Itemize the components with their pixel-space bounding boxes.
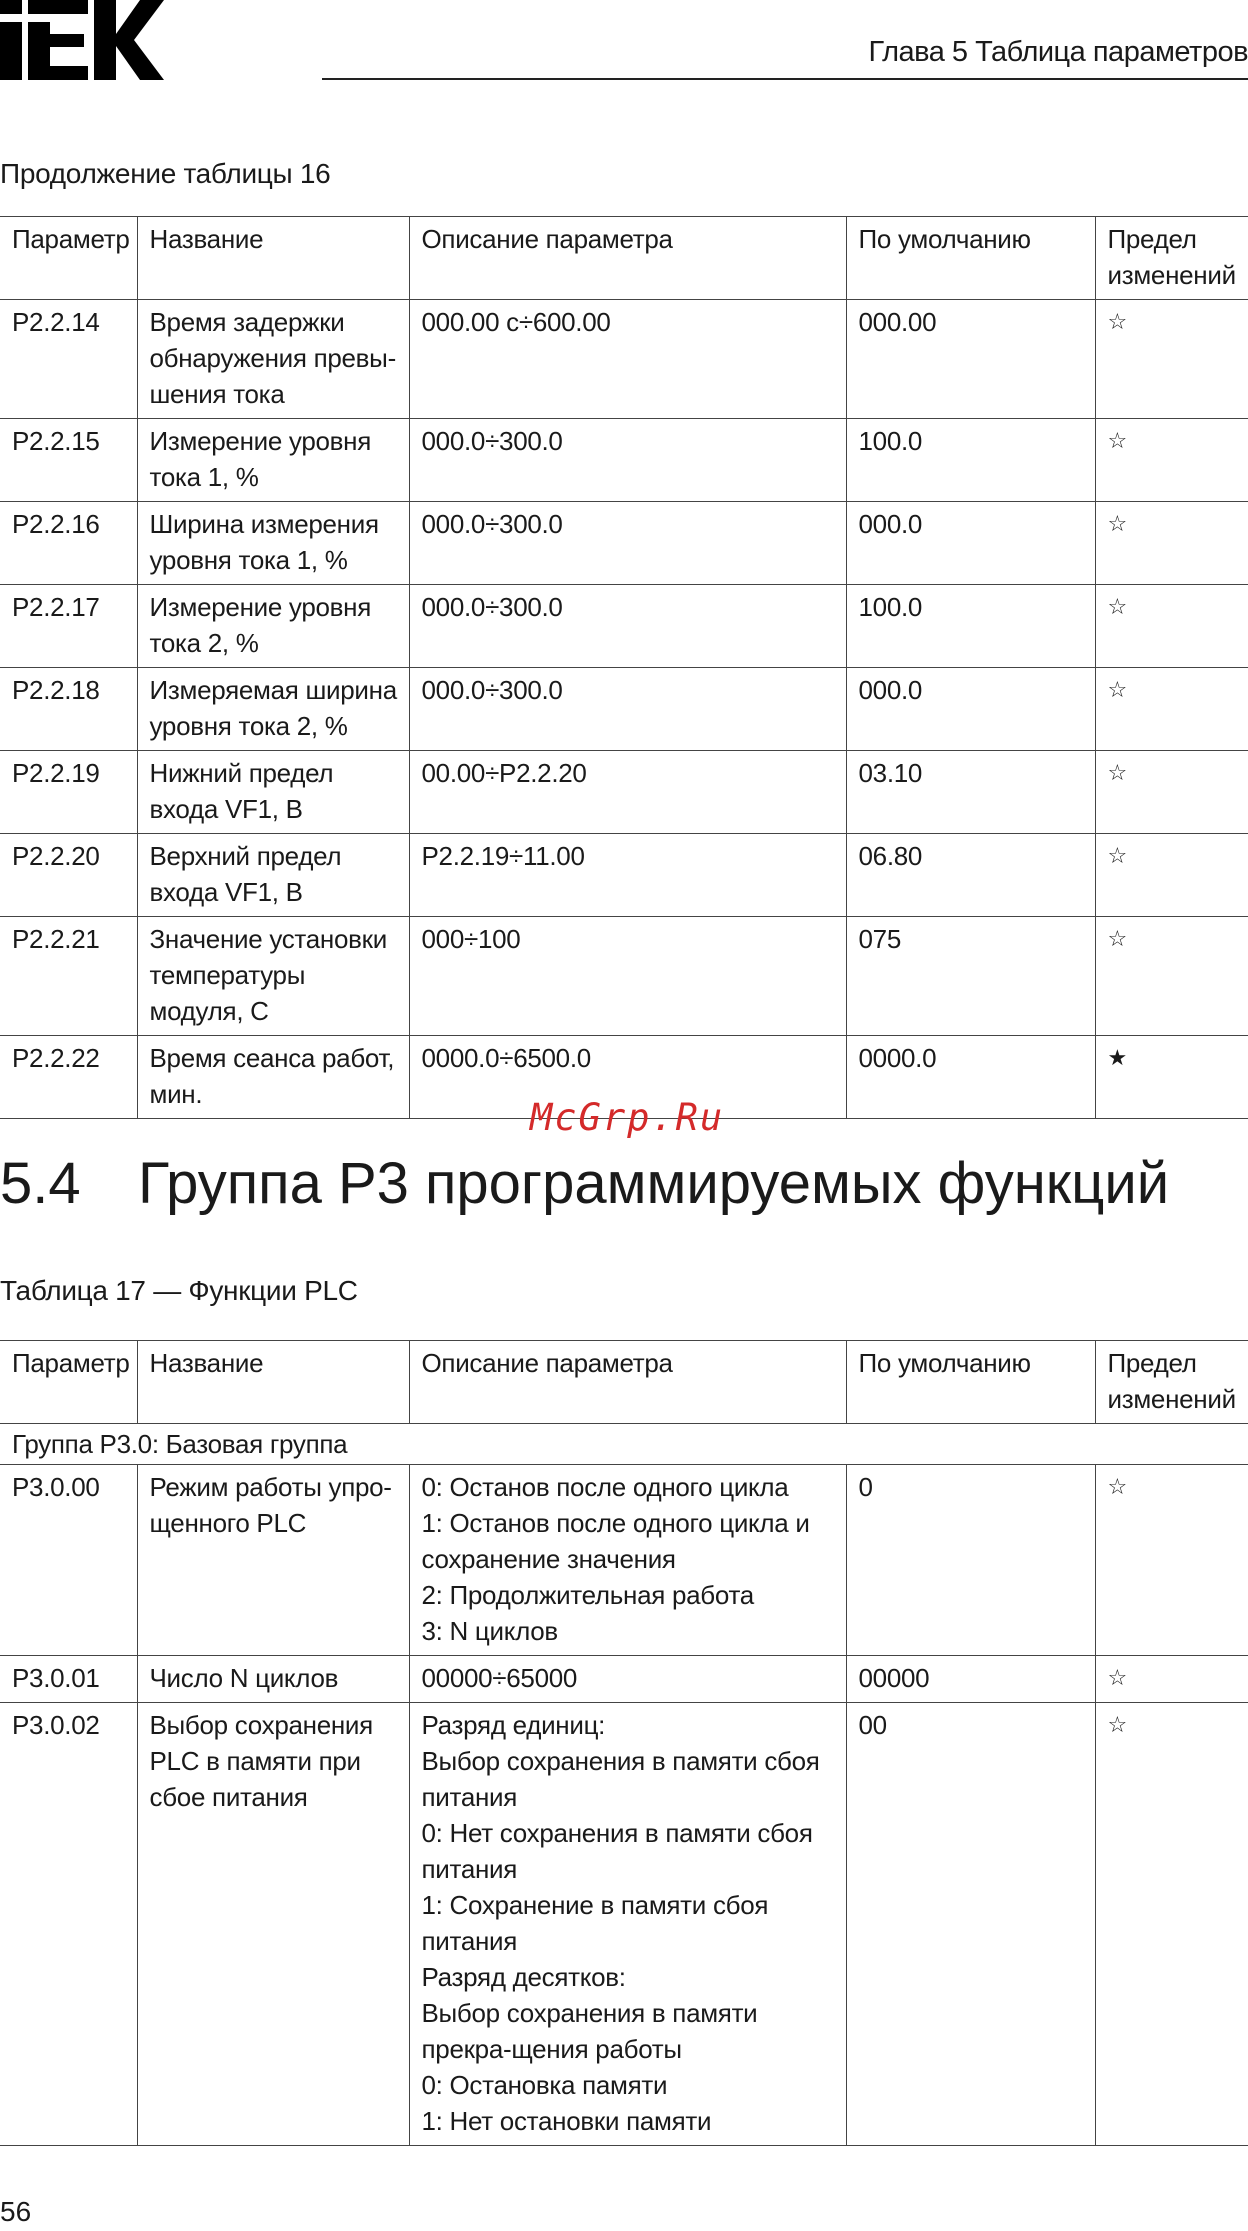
param-description xyxy=(409,1656,846,1703)
chapter-title: Глава 5 Таблица параметров xyxy=(868,36,1248,68)
section-title: Группа P3 программируемых функций xyxy=(138,1151,1170,1216)
param-name: Время задержки обнаружения превы-шения тока xyxy=(137,300,409,419)
param-code: P3.0.02 xyxy=(0,1703,137,2146)
param-default: 06.80 xyxy=(846,834,1095,917)
star-icon: ☆ xyxy=(1095,668,1248,751)
param-name: Измерение уровня тока 2, % xyxy=(137,585,409,668)
param-description: 0000.0÷6500.0 xyxy=(409,1036,846,1119)
table-16-caption: Продолжение таблицы 16 xyxy=(0,158,331,189)
watermark: McGrp.Ru xyxy=(530,1096,725,1139)
param-code: P2.2.20 xyxy=(0,834,137,917)
param-description: 000.0÷300.0 xyxy=(409,419,846,502)
table-16 xyxy=(0,216,1248,1119)
param-default: 03.10 xyxy=(846,751,1095,834)
param-code: P2.2.16 xyxy=(0,502,137,585)
header-limit: Предел изменений xyxy=(1095,217,1248,300)
param-description xyxy=(409,1465,846,1656)
table-17-caption: Таблица 17 — Функции PLC xyxy=(0,1275,358,1306)
param-default: 100.0 xyxy=(846,585,1095,668)
header-default: По умолчанию xyxy=(846,217,1095,300)
param-name: Ширина измерения уровня тока 1, % xyxy=(137,502,409,585)
table-header-row xyxy=(0,217,1248,300)
param-name: Выбор сохранения PLC в памяти при сбое питания xyxy=(137,1703,409,2146)
star-icon: ☆ xyxy=(1095,300,1248,419)
description-line: 1: Сохранение в памяти сбоя питания xyxy=(421,1890,769,1956)
param-description: 00.00÷P2.2.20 xyxy=(409,751,846,834)
param-code: P3.0.00 xyxy=(0,1465,137,1656)
description-line: 0: Остановка памяти xyxy=(421,2070,668,2100)
param-default: 0000.0 xyxy=(846,1036,1095,1119)
param-code: P3.0.01 xyxy=(0,1656,137,1703)
param-default: 100.0 xyxy=(846,419,1095,502)
header-param: Параметр xyxy=(0,1341,137,1424)
param-name: Измеряемая ширина уровня тока 2, % xyxy=(137,668,409,751)
param-code: P2.2.19 xyxy=(0,751,137,834)
star-icon: ☆ xyxy=(1095,1656,1248,1703)
description-line: 2: Продолжительная работа xyxy=(421,1580,754,1610)
param-default: 075 xyxy=(846,917,1095,1036)
header-description: Описание параметра xyxy=(409,217,846,300)
group-row xyxy=(0,1424,1248,1465)
header-description: Описание параметра xyxy=(409,1341,846,1424)
param-default: 0 xyxy=(846,1465,1095,1656)
param-code: P2.2.21 xyxy=(0,917,137,1036)
param-description: 000÷100 xyxy=(409,917,846,1036)
section-heading xyxy=(0,1150,1169,1217)
param-name: Верхний предел входа VF1, В xyxy=(137,834,409,917)
param-description: 000.0÷300.0 xyxy=(409,668,846,751)
header-param: Параметр xyxy=(0,217,137,300)
header-name: Название xyxy=(137,217,409,300)
header-default: По умолчанию xyxy=(846,1341,1095,1424)
description-line: 1: Останов после одного цикла и сохранение значения xyxy=(421,1508,810,1574)
param-default: 000.0 xyxy=(846,668,1095,751)
param-code: P2.2.18 xyxy=(0,668,137,751)
param-name: Режим работы упро-щенного PLC xyxy=(137,1465,409,1656)
param-description xyxy=(409,1703,846,2146)
star-icon: ☆ xyxy=(1095,834,1248,917)
param-name: Время сеанса работ, мин. xyxy=(137,1036,409,1119)
table-row xyxy=(0,668,1248,751)
iek-logo xyxy=(0,0,165,80)
table-17 xyxy=(0,1340,1248,2146)
param-code: P2.2.22 xyxy=(0,1036,137,1119)
param-name: Нижний предел входа VF1, В xyxy=(137,751,409,834)
table-row xyxy=(0,1465,1248,1656)
page-number: 56 xyxy=(0,2196,32,2227)
param-default: 000.0 xyxy=(846,502,1095,585)
param-code: P2.2.14 xyxy=(0,300,137,419)
star-icon: ☆ xyxy=(1095,502,1248,585)
table-row xyxy=(0,419,1248,502)
param-default: 000.00 xyxy=(846,300,1095,419)
param-name: Число N циклов xyxy=(137,1656,409,1703)
star-icon: ☆ xyxy=(1095,1703,1248,2146)
table-row xyxy=(0,585,1248,668)
table-row xyxy=(0,751,1248,834)
description-line: Выбор сохранения в памяти прекра-щения работы xyxy=(421,1998,758,2064)
section-number: 5.4 xyxy=(0,1151,81,1216)
description-line: Выбор сохранения в памяти сбоя питания xyxy=(421,1746,820,1812)
param-description: 000.00 с÷600.00 xyxy=(409,300,846,419)
description-line: 3: N циклов xyxy=(421,1616,558,1646)
star-icon: ☆ xyxy=(1095,1465,1248,1656)
table-row xyxy=(0,834,1248,917)
param-description: 000.0÷300.0 xyxy=(409,585,846,668)
header-rule xyxy=(322,78,1248,80)
star-icon: ☆ xyxy=(1095,419,1248,502)
description-line: 0: Нет сохранения в памяти сбоя питания xyxy=(421,1818,813,1884)
table-row xyxy=(0,1703,1248,2146)
description-line: Разряд единиц: xyxy=(421,1710,606,1740)
param-default: 00000 xyxy=(846,1656,1095,1703)
table-row xyxy=(0,917,1248,1036)
header-name: Название xyxy=(137,1341,409,1424)
param-code: P2.2.15 xyxy=(0,419,137,502)
filled-star-icon: ★ xyxy=(1095,1036,1248,1119)
param-description: P2.2.19÷11.00 xyxy=(409,834,846,917)
param-name: Измерение уровня тока 1, % xyxy=(137,419,409,502)
table-row xyxy=(0,300,1248,419)
header-limit: Предел изменений xyxy=(1095,1341,1248,1424)
star-icon: ☆ xyxy=(1095,751,1248,834)
param-code: P2.2.17 xyxy=(0,585,137,668)
param-description: 000.0÷300.0 xyxy=(409,502,846,585)
table-row xyxy=(0,502,1248,585)
table-row xyxy=(0,1656,1248,1703)
star-icon: ☆ xyxy=(1095,917,1248,1036)
star-icon: ☆ xyxy=(1095,585,1248,668)
group-label: Группа P3.0: Базовая группа xyxy=(0,1424,1248,1465)
param-name: Значение установки температуры модуля, С xyxy=(137,917,409,1036)
description-line: 00000÷65000 xyxy=(421,1663,578,1693)
param-default: 00 xyxy=(846,1703,1095,2146)
description-line: 0: Останов после одного цикла xyxy=(421,1472,789,1502)
description-line: 1: Нет остановки памяти xyxy=(421,2106,712,2136)
table-header-row xyxy=(0,1341,1248,1424)
description-line: Разряд десятков: xyxy=(421,1962,626,1992)
